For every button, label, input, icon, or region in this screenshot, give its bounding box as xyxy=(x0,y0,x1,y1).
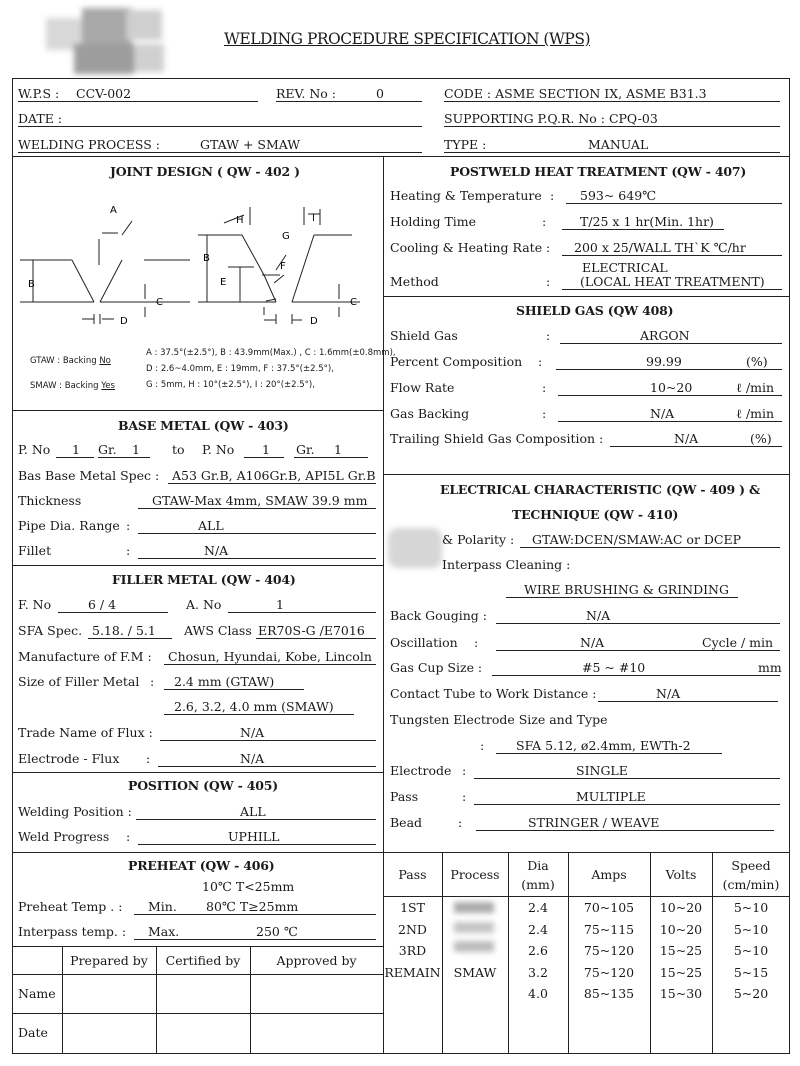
sfa-value: 5.18. / 5.1 xyxy=(92,623,156,638)
hold-label: Holding Time xyxy=(390,214,477,229)
joint-title: JOINT DESIGN ( QW - 402 ) xyxy=(110,164,300,179)
bead-label: Bead xyxy=(390,815,423,830)
fr-unit: ℓ /min xyxy=(736,380,775,395)
gb-value: N/A xyxy=(650,406,675,421)
ef-value: N/A xyxy=(240,751,265,766)
cell-volts: 15~25 xyxy=(659,964,703,980)
fillet-value: N/A xyxy=(204,543,229,558)
doc-title: WELDING PROCEDURE SPECIFICATION (WPS) xyxy=(224,30,591,48)
p-no-label: P. No xyxy=(18,442,51,457)
ct-value: N/A xyxy=(656,686,681,701)
flux-value: N/A xyxy=(240,725,265,740)
wps-value: CCV-002 xyxy=(76,86,132,101)
label-c-right: C xyxy=(350,297,357,308)
a-no-label: A. No xyxy=(186,597,222,612)
interpass-max-value: 250 ℃ xyxy=(256,924,298,939)
label-h: H xyxy=(236,215,244,226)
label-e: E xyxy=(220,277,227,288)
company-logo xyxy=(46,8,166,76)
cell-volts: 10~20 xyxy=(659,921,703,937)
cell-volts: 15~25 xyxy=(659,943,703,958)
gb-label: Gas Backing xyxy=(390,406,470,421)
th-pass: Pass xyxy=(398,867,427,882)
gb-unit: ℓ /min xyxy=(736,406,775,421)
gtaw-backing: GTAW : Backing xyxy=(30,356,97,366)
joint-dims-1: A : 37.5°(±2.5°), B : 43.9mm(Max.) , C : 1.6mm(±0.8mm), xyxy=(146,348,396,358)
f-no-label: F. No xyxy=(18,597,52,612)
blurred-current-label xyxy=(388,528,442,568)
joint-dims-2: D : 2.6~4.0mm, E : 19mm, F : 37.5°(±2.5°), xyxy=(146,364,334,374)
gr-label-2: Gr. xyxy=(296,442,315,457)
thickness-value: GTAW-Max 4mm, SMAW 39.9 mm xyxy=(152,493,368,508)
aws-value: ER70S-G /E7016 xyxy=(258,623,365,638)
approved-by-header: Approved by xyxy=(276,953,357,968)
ht-label: Heating & Temperature xyxy=(390,188,542,203)
sg-value: ARGON xyxy=(640,328,690,343)
pipe-label: Pipe Dia. Range xyxy=(18,518,120,533)
type-value: MANUAL xyxy=(588,137,649,152)
elec-title-1: ELECTRICAL CHARACTERISTIC (QW - 409 ) & xyxy=(440,482,761,497)
preheat-title: PREHEAT (QW - 406) xyxy=(128,858,275,873)
name-row-label: Name xyxy=(18,986,56,1001)
cup-unit: mm xyxy=(758,660,782,675)
gtaw-backing-value: No xyxy=(99,356,111,366)
th-amps: Amps xyxy=(591,867,627,882)
th-volts: Volts xyxy=(665,867,697,882)
cell-amps: 75~115 xyxy=(583,921,635,937)
cell-dia: 4.0 xyxy=(528,986,548,1001)
wp-value: ALL xyxy=(240,804,266,819)
process-value: GTAW + SMAW xyxy=(200,137,301,152)
filler-title: FILLER METAL (QW - 404) xyxy=(112,572,296,587)
method-label: Method xyxy=(390,274,439,289)
th-speed-unit: (cm/min) xyxy=(722,877,780,892)
p-no-1: 1 xyxy=(72,442,80,457)
pc-label: Percent Composition xyxy=(390,354,523,369)
pc-value: 99.99 xyxy=(646,354,682,369)
cup-value: #5 ~ #10 xyxy=(582,660,646,675)
label-d-right: D xyxy=(310,316,318,327)
method-value-2: (LOCAL HEAT TREATMENT) xyxy=(580,274,765,289)
ht-value: 593~ 649℃ xyxy=(580,188,657,203)
prog-value: UPHILL xyxy=(228,829,280,844)
smaw-backing: SMAW : Backing xyxy=(30,381,99,391)
preheat-label: Preheat Temp . : xyxy=(18,899,123,914)
size-label: Size of Filler Metal xyxy=(18,674,140,689)
prepared-by-header: Prepared by xyxy=(70,953,148,968)
cell-speed: 5~10 xyxy=(733,900,769,915)
cell-amps: 75~120 xyxy=(583,943,635,958)
cell-pass: 2ND xyxy=(398,921,427,937)
cell-speed: 5~15 xyxy=(733,964,769,980)
rate-label: Cooling & Heating Rate xyxy=(390,240,543,255)
clean-value: WIRE BRUSHING & GRINDING xyxy=(524,582,729,597)
cell-amps: 75~120 xyxy=(583,964,635,980)
spec-label: Bas Base Metal Spec : xyxy=(18,468,160,483)
cell-pass: 3RD xyxy=(398,943,427,958)
label-f: F xyxy=(280,261,286,272)
cell-dia: 2.4 xyxy=(528,900,548,915)
tung-label: Tungsten Electrode Size and Type xyxy=(390,712,608,727)
label-b-left: B xyxy=(28,279,35,290)
cell-speed: 5~10 xyxy=(733,943,769,958)
ct-label: Contact Tube to Work Distance : xyxy=(390,686,597,701)
interpass-max: Max. xyxy=(148,924,180,939)
fillet-label: Fillet xyxy=(18,543,52,558)
date-label: DATE : xyxy=(18,111,63,126)
th-process: Process xyxy=(450,867,500,882)
aws-label: AWS Class xyxy=(184,623,252,638)
ef-label: Electrode - Flux xyxy=(18,751,120,766)
gr-1: 1 xyxy=(132,442,140,457)
interpass-label: Interpass temp. : xyxy=(18,924,127,939)
sg-label: Shield Gas xyxy=(390,328,458,343)
label-d-left: D xyxy=(120,316,128,327)
label-a: A xyxy=(110,205,117,216)
label-b-right: B xyxy=(203,253,210,264)
f-no-value: 6 / 4 xyxy=(88,597,117,612)
to-label: to xyxy=(172,442,185,457)
bg-value: N/A xyxy=(586,608,611,623)
pass-label: Pass xyxy=(390,789,419,804)
electrode-label: Electrode xyxy=(390,763,452,778)
cell-speed: 5~10 xyxy=(733,921,769,937)
rate-value: 200 x 25/WALL TH`K ℃/hr xyxy=(574,240,746,255)
mfr-label: Manufacture of F.M : xyxy=(18,649,152,664)
th-speed: Speed xyxy=(731,858,771,873)
date-row-label: Date xyxy=(18,1025,48,1040)
method-value-1: ELECTRICAL xyxy=(582,260,668,275)
a-no-value: 1 xyxy=(276,597,284,612)
base-title: BASE METAL (QW - 403) xyxy=(118,418,289,433)
th-dia: Dia xyxy=(527,858,549,873)
cell-pass: REMAIN xyxy=(384,964,441,980)
osc-value: N/A xyxy=(580,635,605,650)
flux-label: Trade Name of Flux : xyxy=(18,725,153,740)
elec-title-2: TECHNIQUE (QW - 410) xyxy=(512,507,679,522)
preheat-min: Min. xyxy=(148,899,177,914)
type-label: TYPE : xyxy=(444,137,487,152)
th-dia-unit: (mm) xyxy=(521,877,555,892)
cell-volts: 10~20 xyxy=(659,900,703,915)
pwht-title: POSTWELD HEAT TREATMENT (QW - 407) xyxy=(450,164,747,179)
wp-label: Welding Position : xyxy=(18,804,132,819)
gr-2: 1 xyxy=(334,442,342,457)
tr-label: Trailing Shield Gas Composition : xyxy=(390,431,604,446)
process-label: WELDING PROCESS : xyxy=(18,137,160,152)
joint-diagram xyxy=(14,195,382,335)
pc-unit: (%) xyxy=(746,354,768,369)
bead-value: STRINGER / WEAVE xyxy=(528,815,660,830)
cup-label: Gas Cup Size : xyxy=(390,660,483,675)
cell-amps: 70~105 xyxy=(583,900,635,915)
wps-label: W.P.S : xyxy=(18,86,60,101)
cell-dia: 3.2 xyxy=(528,964,548,980)
mfr-value: Chosun, Hyundai, Kobe, Lincoln xyxy=(168,649,372,664)
certified-by-header: Certified by xyxy=(165,953,241,968)
tung-value: SFA 5.12, ø2.4mm, EWTh-2 xyxy=(516,738,691,753)
position-title: POSITION (QW - 405) xyxy=(128,778,278,793)
cell-speed: 5~20 xyxy=(733,986,769,1001)
pqr-value: SUPPORTING P.Q.R. No : CPQ-03 xyxy=(444,111,658,126)
tr-unit: (%) xyxy=(750,431,772,446)
cell-dia: 2.4 xyxy=(528,921,548,937)
hold-value: T/25 x 1 hr(Min. 1hr) xyxy=(580,214,714,229)
cell-amps: 85~135 xyxy=(583,986,635,1001)
rev-value: 0 xyxy=(376,86,384,101)
bg-label: Back Gouging : xyxy=(390,608,487,623)
fr-label: Flow Rate xyxy=(390,380,455,395)
gr-label-1: Gr. xyxy=(98,442,117,457)
clean-label: Interpass Cleaning : xyxy=(442,557,571,572)
polarity-value: GTAW:DCEN/SMAW:AC or DCEP xyxy=(532,532,742,547)
preheat-min-value: 80℃ T≥25mm xyxy=(206,899,299,914)
size-1: 2.4 mm (GTAW) xyxy=(174,674,275,689)
joint-dims-3: G : 5mm, H : 10°(±2.5°), I : 20°(±2.5°), xyxy=(146,380,315,390)
cell-pass: 1ST xyxy=(400,900,425,915)
sfa-label: SFA Spec. xyxy=(18,623,83,638)
polarity-label: & Polarity : xyxy=(442,532,515,547)
pass-value: MULTIPLE xyxy=(576,789,646,804)
rev-label: REV. No : xyxy=(276,86,336,101)
electrode-value: SINGLE xyxy=(576,763,628,778)
pipe-value: ALL xyxy=(198,518,224,533)
cell-dia: 2.6 xyxy=(528,943,548,958)
cell-volts: 15~30 xyxy=(659,986,703,1001)
blurred-process-cells xyxy=(452,900,498,952)
smaw-backing-value: Yes xyxy=(101,381,115,391)
label-i: I xyxy=(312,213,315,224)
p-no-2: 1 xyxy=(262,442,270,457)
fr-value: 10~20 xyxy=(650,380,693,395)
thickness-label: Thickness xyxy=(18,493,82,508)
spec-value: A53 Gr.B, A106Gr.B, API5L Gr.B xyxy=(172,468,376,483)
tr-value: N/A xyxy=(674,431,699,446)
label-g: G xyxy=(282,231,290,242)
osc-label: Oscillation xyxy=(390,635,458,650)
code-value: CODE : ASME SECTION IX, ASME B31.3 xyxy=(444,86,707,101)
preheat-note: 10℃ T<25mm xyxy=(202,879,295,894)
gas-title: SHIELD GAS (QW 408) xyxy=(516,303,674,318)
p-no-label-2: P. No xyxy=(202,442,235,457)
prog-label: Weld Progress xyxy=(18,829,110,844)
size-2: 2.6, 3.2, 4.0 mm (SMAW) xyxy=(174,699,334,714)
osc-unit: Cycle / min xyxy=(702,635,774,650)
cell-process: SMAW xyxy=(453,964,497,980)
label-c-left: C xyxy=(156,297,163,308)
